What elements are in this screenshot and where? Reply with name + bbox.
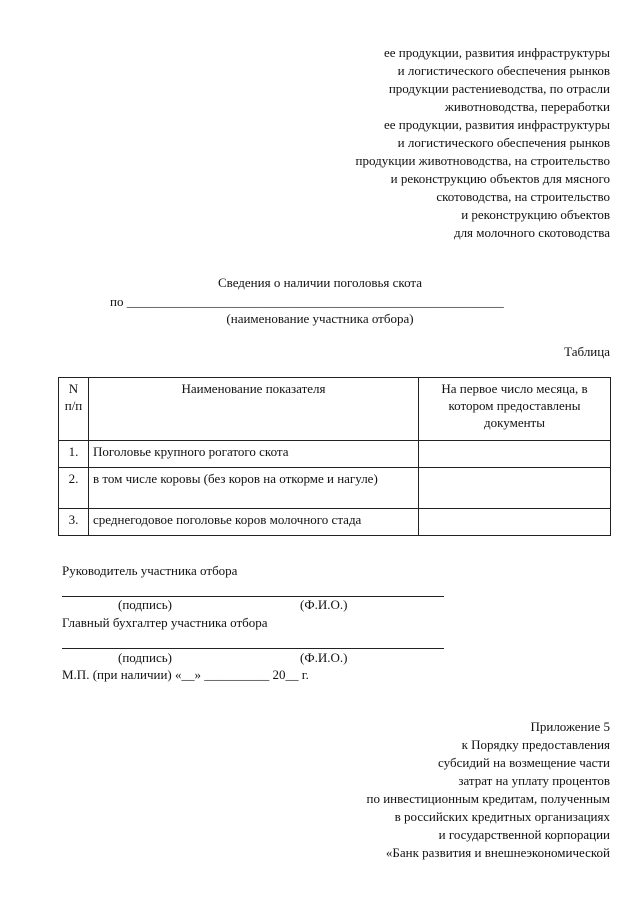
- table-header-row: [59, 378, 611, 441]
- accountant-title: Главный бухгалтер участника отбора: [62, 615, 268, 630]
- row-value-cell[interactable]: [419, 441, 611, 468]
- header-line: животноводства, переработки: [444, 99, 610, 114]
- column-header-value: На первое число месяца, в котором предоставлены документы: [419, 378, 611, 441]
- form-title: Сведения о наличии поголовья скота: [217, 275, 423, 290]
- table-row: [59, 509, 611, 536]
- row-value-cell[interactable]: [419, 468, 611, 509]
- participant-name-line: [110, 294, 504, 310]
- header-line: продукции животноводства, на строительство: [355, 153, 610, 168]
- row-number: 3.: [59, 509, 89, 536]
- participant-name-caption: (наименование участника отбора): [226, 311, 414, 326]
- header-line: и логистического обеспечения рынков: [397, 135, 610, 150]
- row-value-cell[interactable]: [419, 509, 611, 536]
- appendix-block: [366, 718, 610, 862]
- head-name-caption: (Ф.И.О.): [300, 597, 348, 612]
- header-line: и реконструкцию объектов: [461, 207, 610, 222]
- appendix-line: затрат на уплату процентов: [458, 773, 610, 788]
- row-indicator: Поголовье крупного рогатого скота: [89, 441, 419, 468]
- row-number: 1.: [59, 441, 89, 468]
- accountant-signature-line[interactable]: [62, 648, 444, 649]
- column-header-number: N п/п: [59, 378, 89, 441]
- header-line: и реконструкцию объектов для мясного: [390, 171, 610, 186]
- appendix-line: «Банк развития и внешнеэкономической: [385, 845, 610, 860]
- header-line: для молочного скотоводства: [453, 225, 610, 240]
- appendix-line: по инвестиционным кредитам, полученным: [366, 791, 610, 806]
- header-line: продукции растениеводства, по отрасли: [388, 81, 610, 96]
- row-indicator: среднегодовое поголовье коров молочного стада: [89, 509, 419, 536]
- appendix-line: в российских кредитных организациях: [394, 809, 610, 824]
- header-line: ее продукции, развития инфраструктуры: [384, 117, 610, 132]
- row-indicator: в том числе коровы (без коров на откорме и нагуле): [89, 468, 419, 509]
- livestock-table: [58, 377, 611, 536]
- head-title: Руководитель участника отбора: [62, 563, 238, 578]
- row-number: 2.: [59, 468, 89, 509]
- accountant-name-caption: (Ф.И.О.): [300, 650, 348, 665]
- head-sign-caption: (подпись): [118, 597, 172, 612]
- header-line: и логистического обеспечения рынков: [397, 63, 610, 78]
- table-label: Таблица: [564, 344, 610, 359]
- column-header-indicator: Наименование показателя: [89, 378, 419, 441]
- appendix-line: к Порядку предоставления: [461, 737, 610, 752]
- header-text-block: [356, 44, 610, 242]
- table-row: [59, 468, 611, 509]
- header-line: ее продукции, развития инфраструктуры: [384, 45, 610, 60]
- participant-name-blank: __________________________________________________________: [126, 294, 504, 309]
- po-prefix: по: [110, 294, 124, 309]
- stamp-date-line: М.П. (при наличии) «__» __________ 20__ г.: [62, 667, 309, 682]
- accountant-sign-caption: (подпись): [118, 650, 172, 665]
- header-line: скотоводства, на строительство: [436, 189, 610, 204]
- appendix-line: субсидий на возмещение части: [438, 755, 610, 770]
- appendix-line: Приложение 5: [530, 719, 610, 734]
- table-row: [59, 441, 611, 468]
- appendix-line: и государственной корпорации: [438, 827, 610, 842]
